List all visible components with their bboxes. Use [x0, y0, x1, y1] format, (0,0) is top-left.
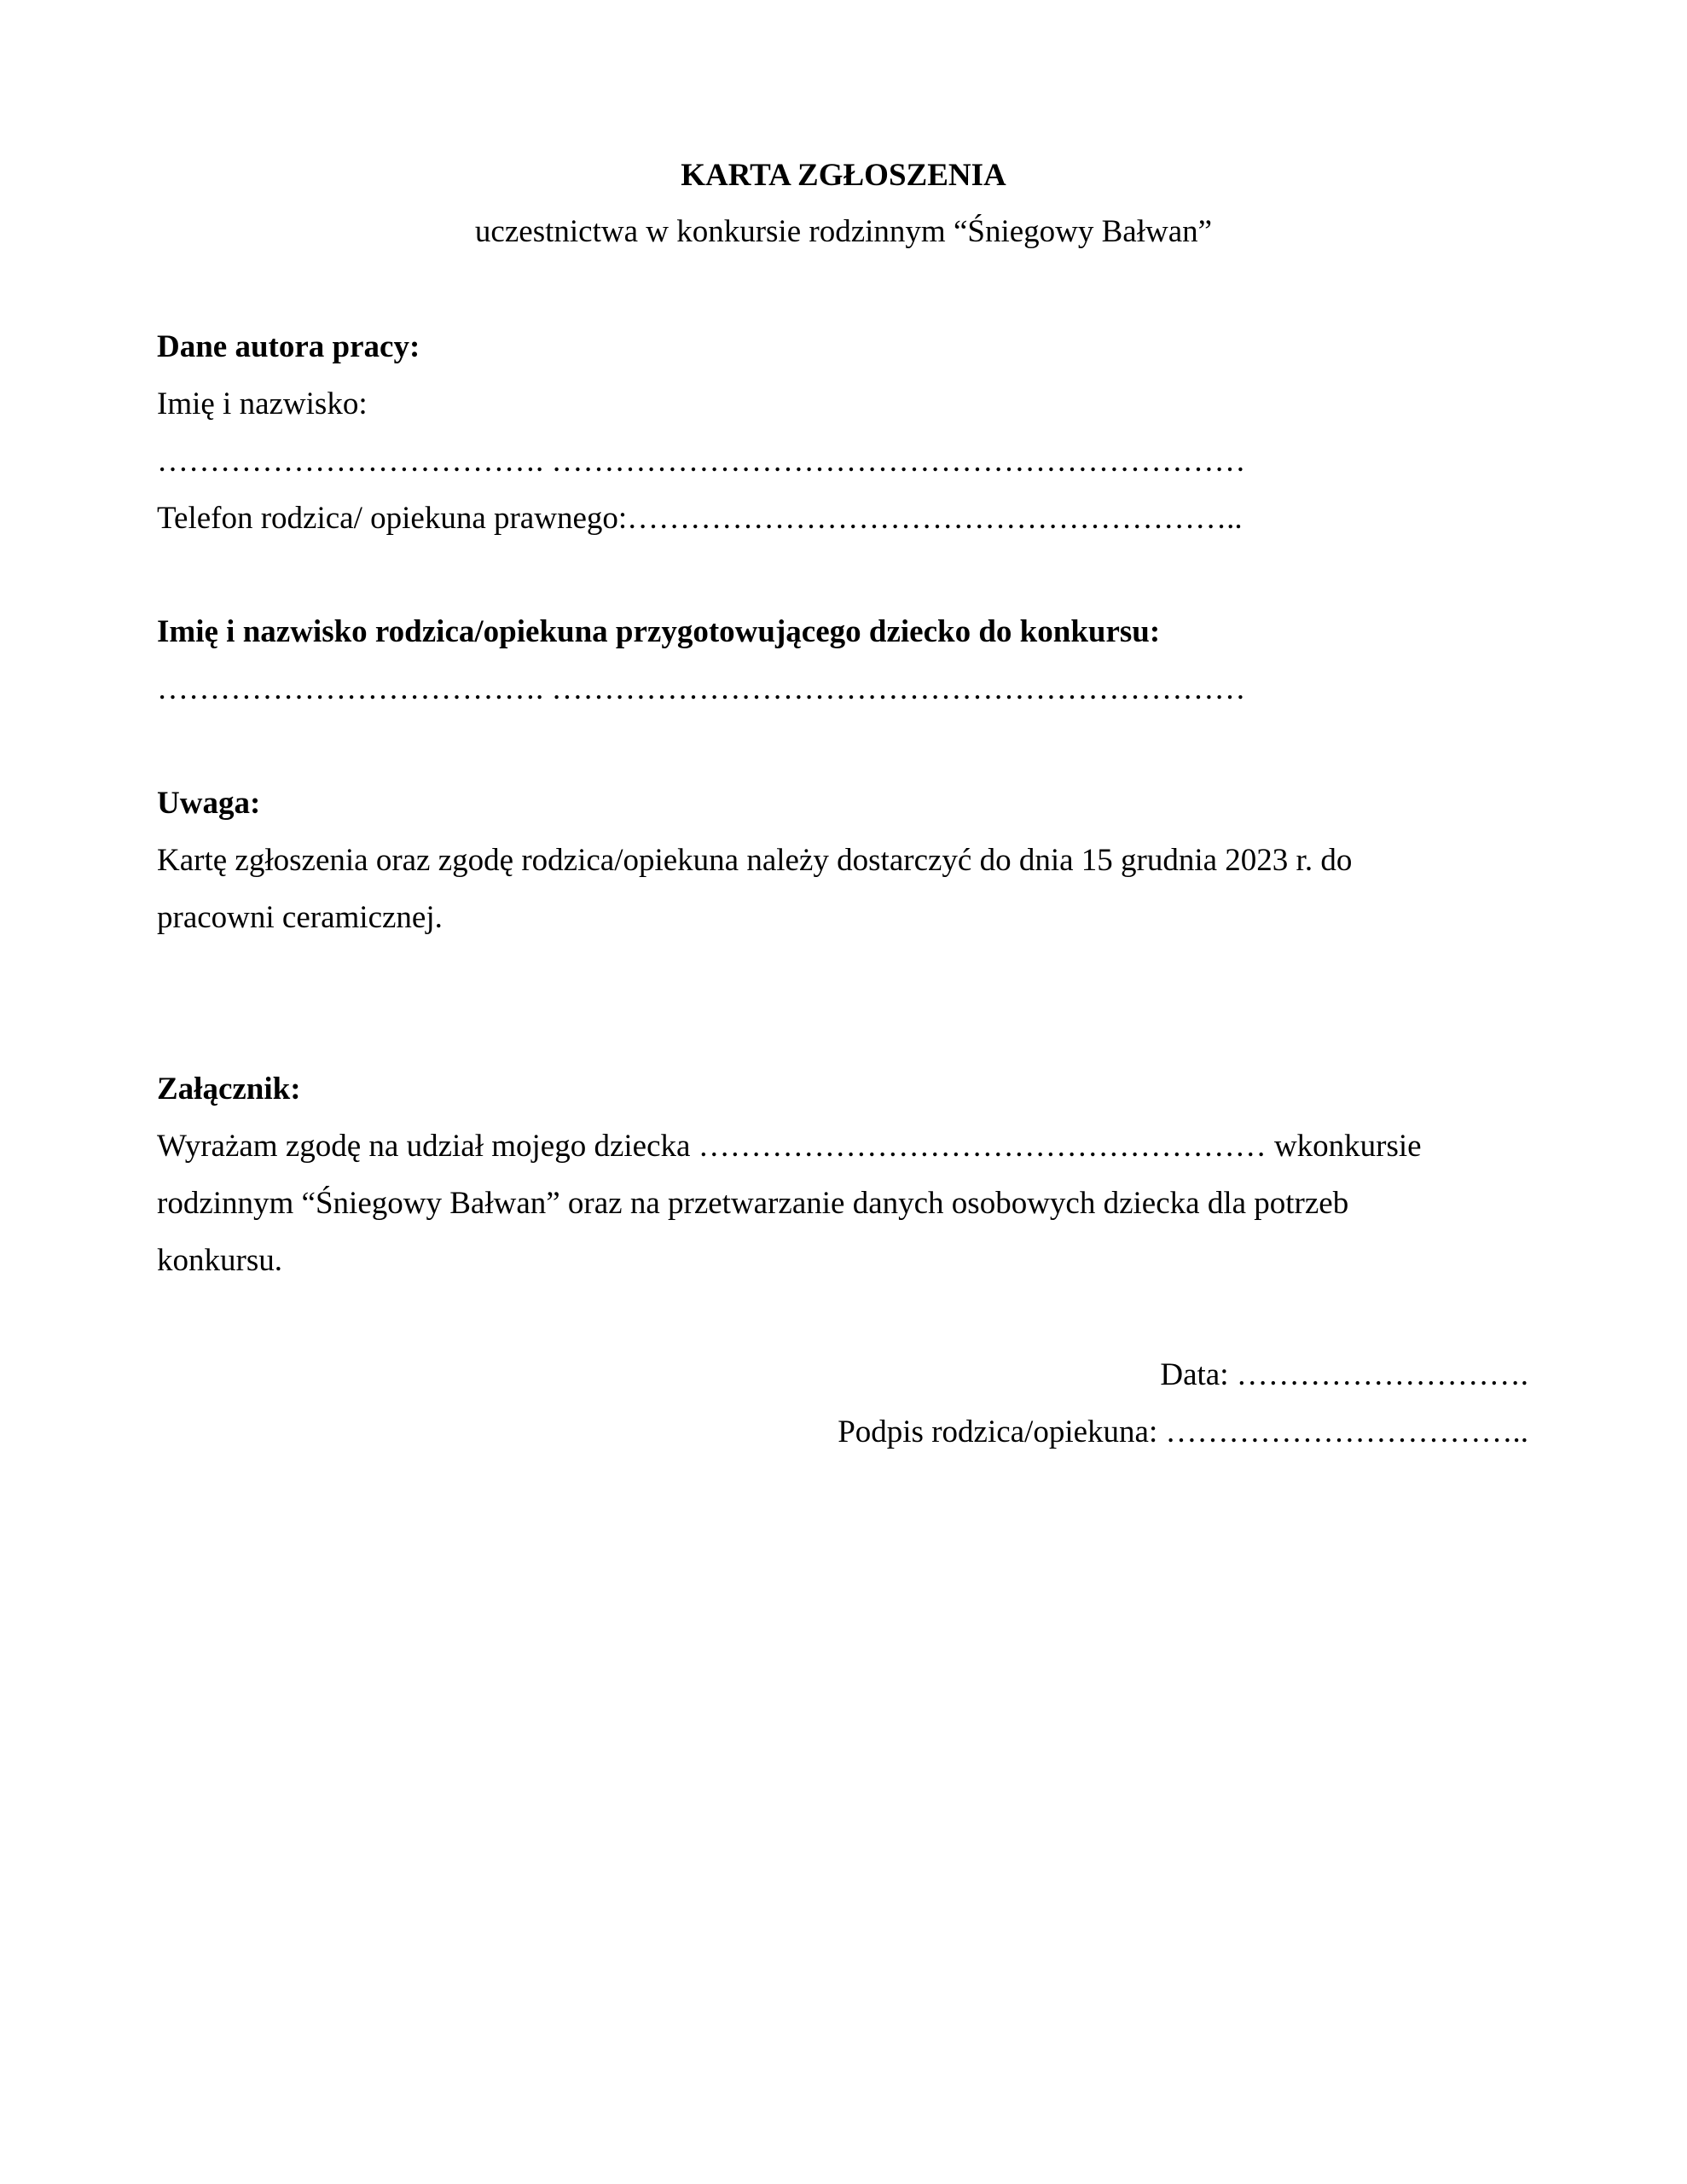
- attachment-heading: Załącznik:: [157, 1072, 301, 1107]
- author-name-label: Imię i nazwisko:: [157, 386, 368, 421]
- consent-line-1[interactable]: Wyrażam zgodę na udział mojego dziecka ……………………………………………… wkonkursie: [157, 1129, 1422, 1164]
- guardian-name-field[interactable]: ………………………………. …………………………………………………………: [157, 671, 1246, 706]
- document-title: KARTA ZGŁOSZENIA: [681, 158, 1006, 193]
- note-heading: Uwaga:: [157, 786, 261, 821]
- date-field[interactable]: Data: ……………………….: [1160, 1357, 1528, 1392]
- guardian-name-heading: Imię i nazwisko rodzica/opiekuna przygotowującego dziecko do konkursu:: [157, 614, 1161, 649]
- author-name-field[interactable]: ………………………………. …………………………………………………………: [157, 444, 1246, 479]
- note-text-line-1: Kartę zgłoszenia oraz zgodę rodzica/opiekuna należy dostarczyć do dnia 15 grudnia 2023 r. do: [157, 843, 1353, 878]
- document-subtitle: uczestnictwa w konkursie rodzinnym “Śniegowy Bałwan”: [474, 214, 1213, 249]
- note-text-line-2: pracowni ceramicznej.: [157, 900, 443, 935]
- guardian-signature-field[interactable]: Podpis rodzica/opiekuna: ……………………………..: [838, 1414, 1528, 1449]
- author-section-heading: Dane autora pracy:: [157, 329, 420, 364]
- guardian-phone-field[interactable]: Telefon rodzica/ opiekuna prawnego:…………………………………………………..: [157, 501, 1243, 536]
- consent-line-2: rodzinnym “Śniegowy Bałwan” oraz na przetwarzanie danych osobowych dziecka dla potrzeb: [157, 1186, 1349, 1221]
- consent-line-3: konkursu.: [157, 1243, 282, 1278]
